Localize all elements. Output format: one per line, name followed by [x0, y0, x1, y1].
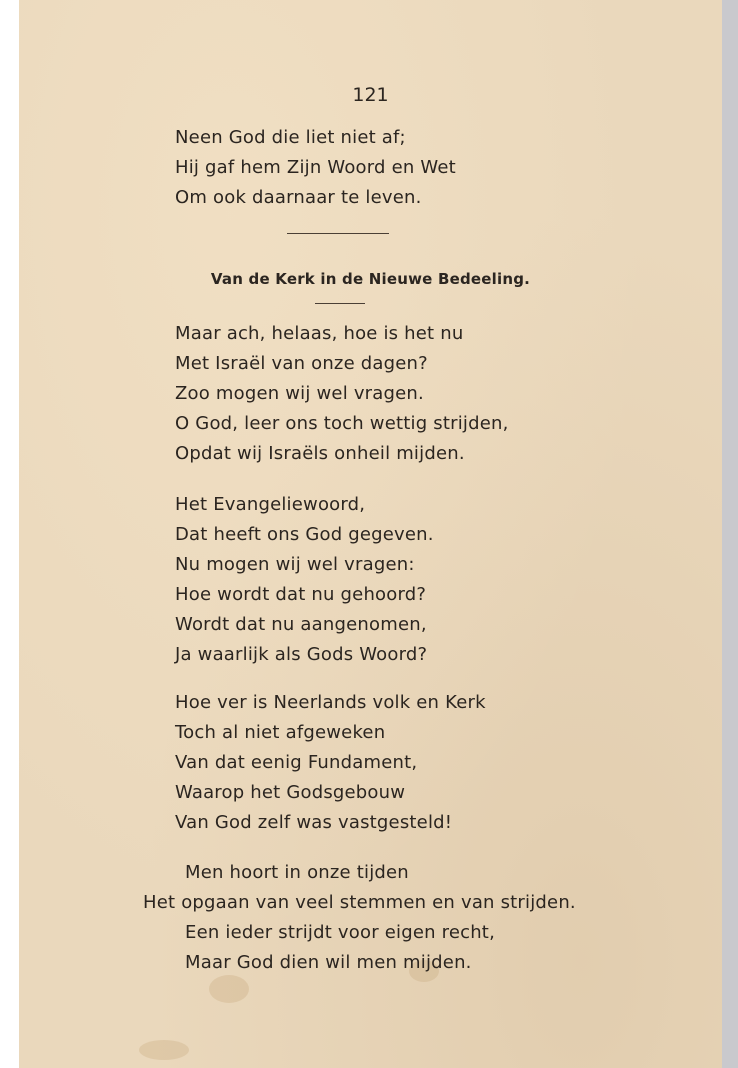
- poem-line: Ja waarlijk als Gods Woord?: [175, 644, 428, 665]
- page-number: 121: [352, 84, 389, 106]
- poem-line: Waarop het Godsgebouw: [175, 782, 406, 803]
- poem-line: Neen God die liet niet af;: [175, 127, 406, 148]
- poem-line: Opdat wij Israëls onheil mijden.: [175, 443, 465, 464]
- poem-line: Nu mogen wij wel vragen:: [175, 554, 415, 575]
- poem-line: Men hoort in onze tijden: [185, 862, 409, 883]
- poem-line: Zoo mogen wij wel vragen.: [175, 383, 424, 404]
- section-heading: Van de Kerk in de Nieuwe Bedeeling.: [210, 270, 531, 288]
- heading-underline: [315, 303, 365, 304]
- poem-line: Van God zelf was vastgesteld!: [175, 812, 453, 833]
- paper-stain: [209, 975, 249, 1003]
- poem-line: Toch al niet afgeweken: [175, 722, 386, 743]
- paper-stain: [139, 1040, 189, 1060]
- section-divider: [287, 233, 389, 234]
- poem-line: Wordt dat nu aangenomen,: [175, 614, 427, 635]
- poem-line: Hoe wordt dat nu gehoord?: [175, 584, 427, 605]
- scan-margin: [722, 0, 738, 1068]
- poem-line: Het Evangeliewoord,: [175, 494, 366, 515]
- poem-line: Hij gaf hem Zijn Woord en Wet: [175, 157, 456, 178]
- poem-line: Maar ach, helaas, hoe is het nu: [175, 323, 464, 344]
- poem-line: Met Israël van onze dagen?: [175, 353, 428, 374]
- poem-line: Hoe ver is Neerlands volk en Kerk: [175, 692, 486, 713]
- poem-line: Het opgaan van veel stemmen en van strijden.: [143, 892, 576, 913]
- poem-line: Dat heeft ons God gegeven.: [175, 524, 434, 545]
- poem-line: Een ieder strijdt voor eigen recht,: [185, 922, 495, 943]
- poem-line: Om ook daarnaar te leven.: [175, 187, 422, 208]
- poem-line: O God, leer ons toch wettig strijden,: [175, 413, 509, 434]
- poem-line: Maar God dien wil men mijden.: [185, 952, 472, 973]
- book-page: [19, 0, 722, 1068]
- poem-line: Van dat eenig Fundament,: [175, 752, 418, 773]
